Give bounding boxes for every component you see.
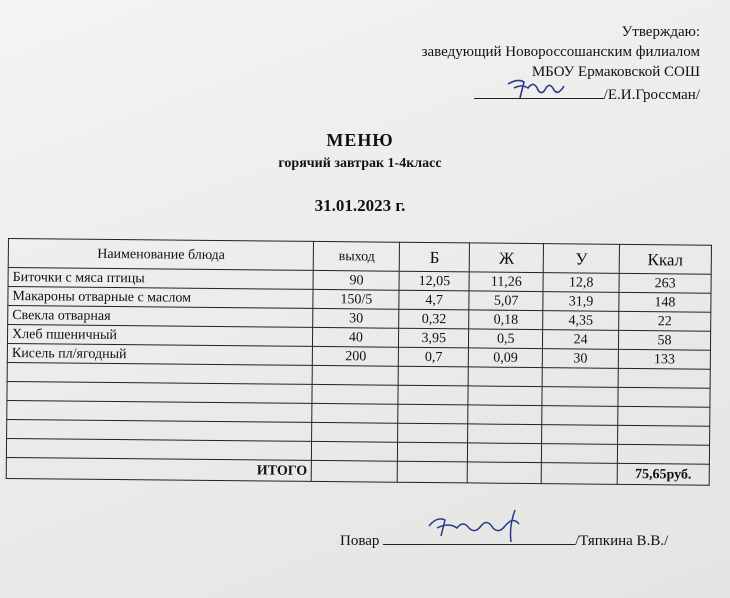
dish-kcal: 58 — [618, 330, 710, 350]
dish-proteins: 4,7 — [399, 290, 469, 310]
dish-kcal: 133 — [618, 349, 710, 369]
dish-yield: 30 — [313, 308, 399, 328]
dish-name: Свекла отварная — [8, 306, 314, 328]
header-carbs: У — [543, 244, 619, 274]
dish-carbs: 30 — [542, 349, 618, 369]
total-label: ИТОГО — [6, 457, 312, 481]
dish-proteins: 3,95 — [399, 328, 469, 348]
menu-table — [6, 238, 712, 486]
header-proteins: Б — [400, 242, 470, 272]
dish-fats: 5,07 — [469, 291, 543, 311]
document-date: 31.01.2023 г. — [314, 196, 406, 215]
cook-name: /Тяпкина В.В./ — [575, 533, 669, 549]
document-title: МЕНЮ — [326, 130, 394, 150]
director-name: /Е.И.Гроссман/ — [603, 87, 700, 103]
dish-fats: 11,26 — [469, 272, 543, 292]
dish-carbs: 12,8 — [543, 273, 619, 293]
dish-carbs: 24 — [543, 330, 619, 350]
dish-fats: 0,18 — [469, 310, 543, 330]
approval-school: МБОУ Ермаковской СОШ — [531, 64, 700, 80]
cook-signature-block — [340, 528, 668, 550]
cook-label: Повар — [340, 533, 380, 549]
cook-signature — [383, 528, 575, 545]
dish-fats: 0,09 — [469, 348, 543, 368]
dish-name: Хлеб пшеничный — [7, 325, 313, 347]
dish-proteins: 12,05 — [399, 271, 469, 291]
header-dish-name: Наименование блюда — [8, 239, 314, 271]
dish-yield: 40 — [313, 327, 399, 347]
approval-signature-line — [422, 82, 700, 105]
director-signature — [474, 82, 604, 99]
approval-position: заведующий Новороссошанским филиалом — [421, 44, 700, 60]
dish-name: Кисель пл/ягодный — [7, 343, 313, 365]
dish-name: Биточки с мяса птицы — [8, 268, 314, 290]
dish-yield: 150/5 — [313, 289, 399, 309]
dish-kcal: 22 — [619, 311, 711, 331]
dish-yield: 90 — [313, 270, 399, 290]
dish-proteins: 0,32 — [399, 309, 469, 329]
dish-carbs: 31,9 — [543, 292, 619, 312]
total-value: 75,65руб. — [617, 463, 709, 485]
dish-kcal: 148 — [619, 292, 711, 312]
dish-carbs: 4,35 — [543, 311, 619, 331]
approval-heading: Утверждаю: — [621, 24, 700, 40]
dish-fats: 0,5 — [469, 329, 543, 349]
header-yield: выход — [314, 241, 400, 271]
document-subtitle: горячий завтрак 1-4класс — [278, 156, 442, 171]
dish-kcal: 263 — [619, 273, 711, 293]
dish-name: Макароны отварные с маслом — [8, 287, 314, 309]
header-fats: Ж — [469, 243, 543, 273]
dish-yield: 200 — [313, 346, 399, 366]
header-kcal: Ккал — [619, 244, 711, 274]
approval-block — [422, 22, 700, 105]
dish-proteins: 0,7 — [399, 347, 469, 367]
